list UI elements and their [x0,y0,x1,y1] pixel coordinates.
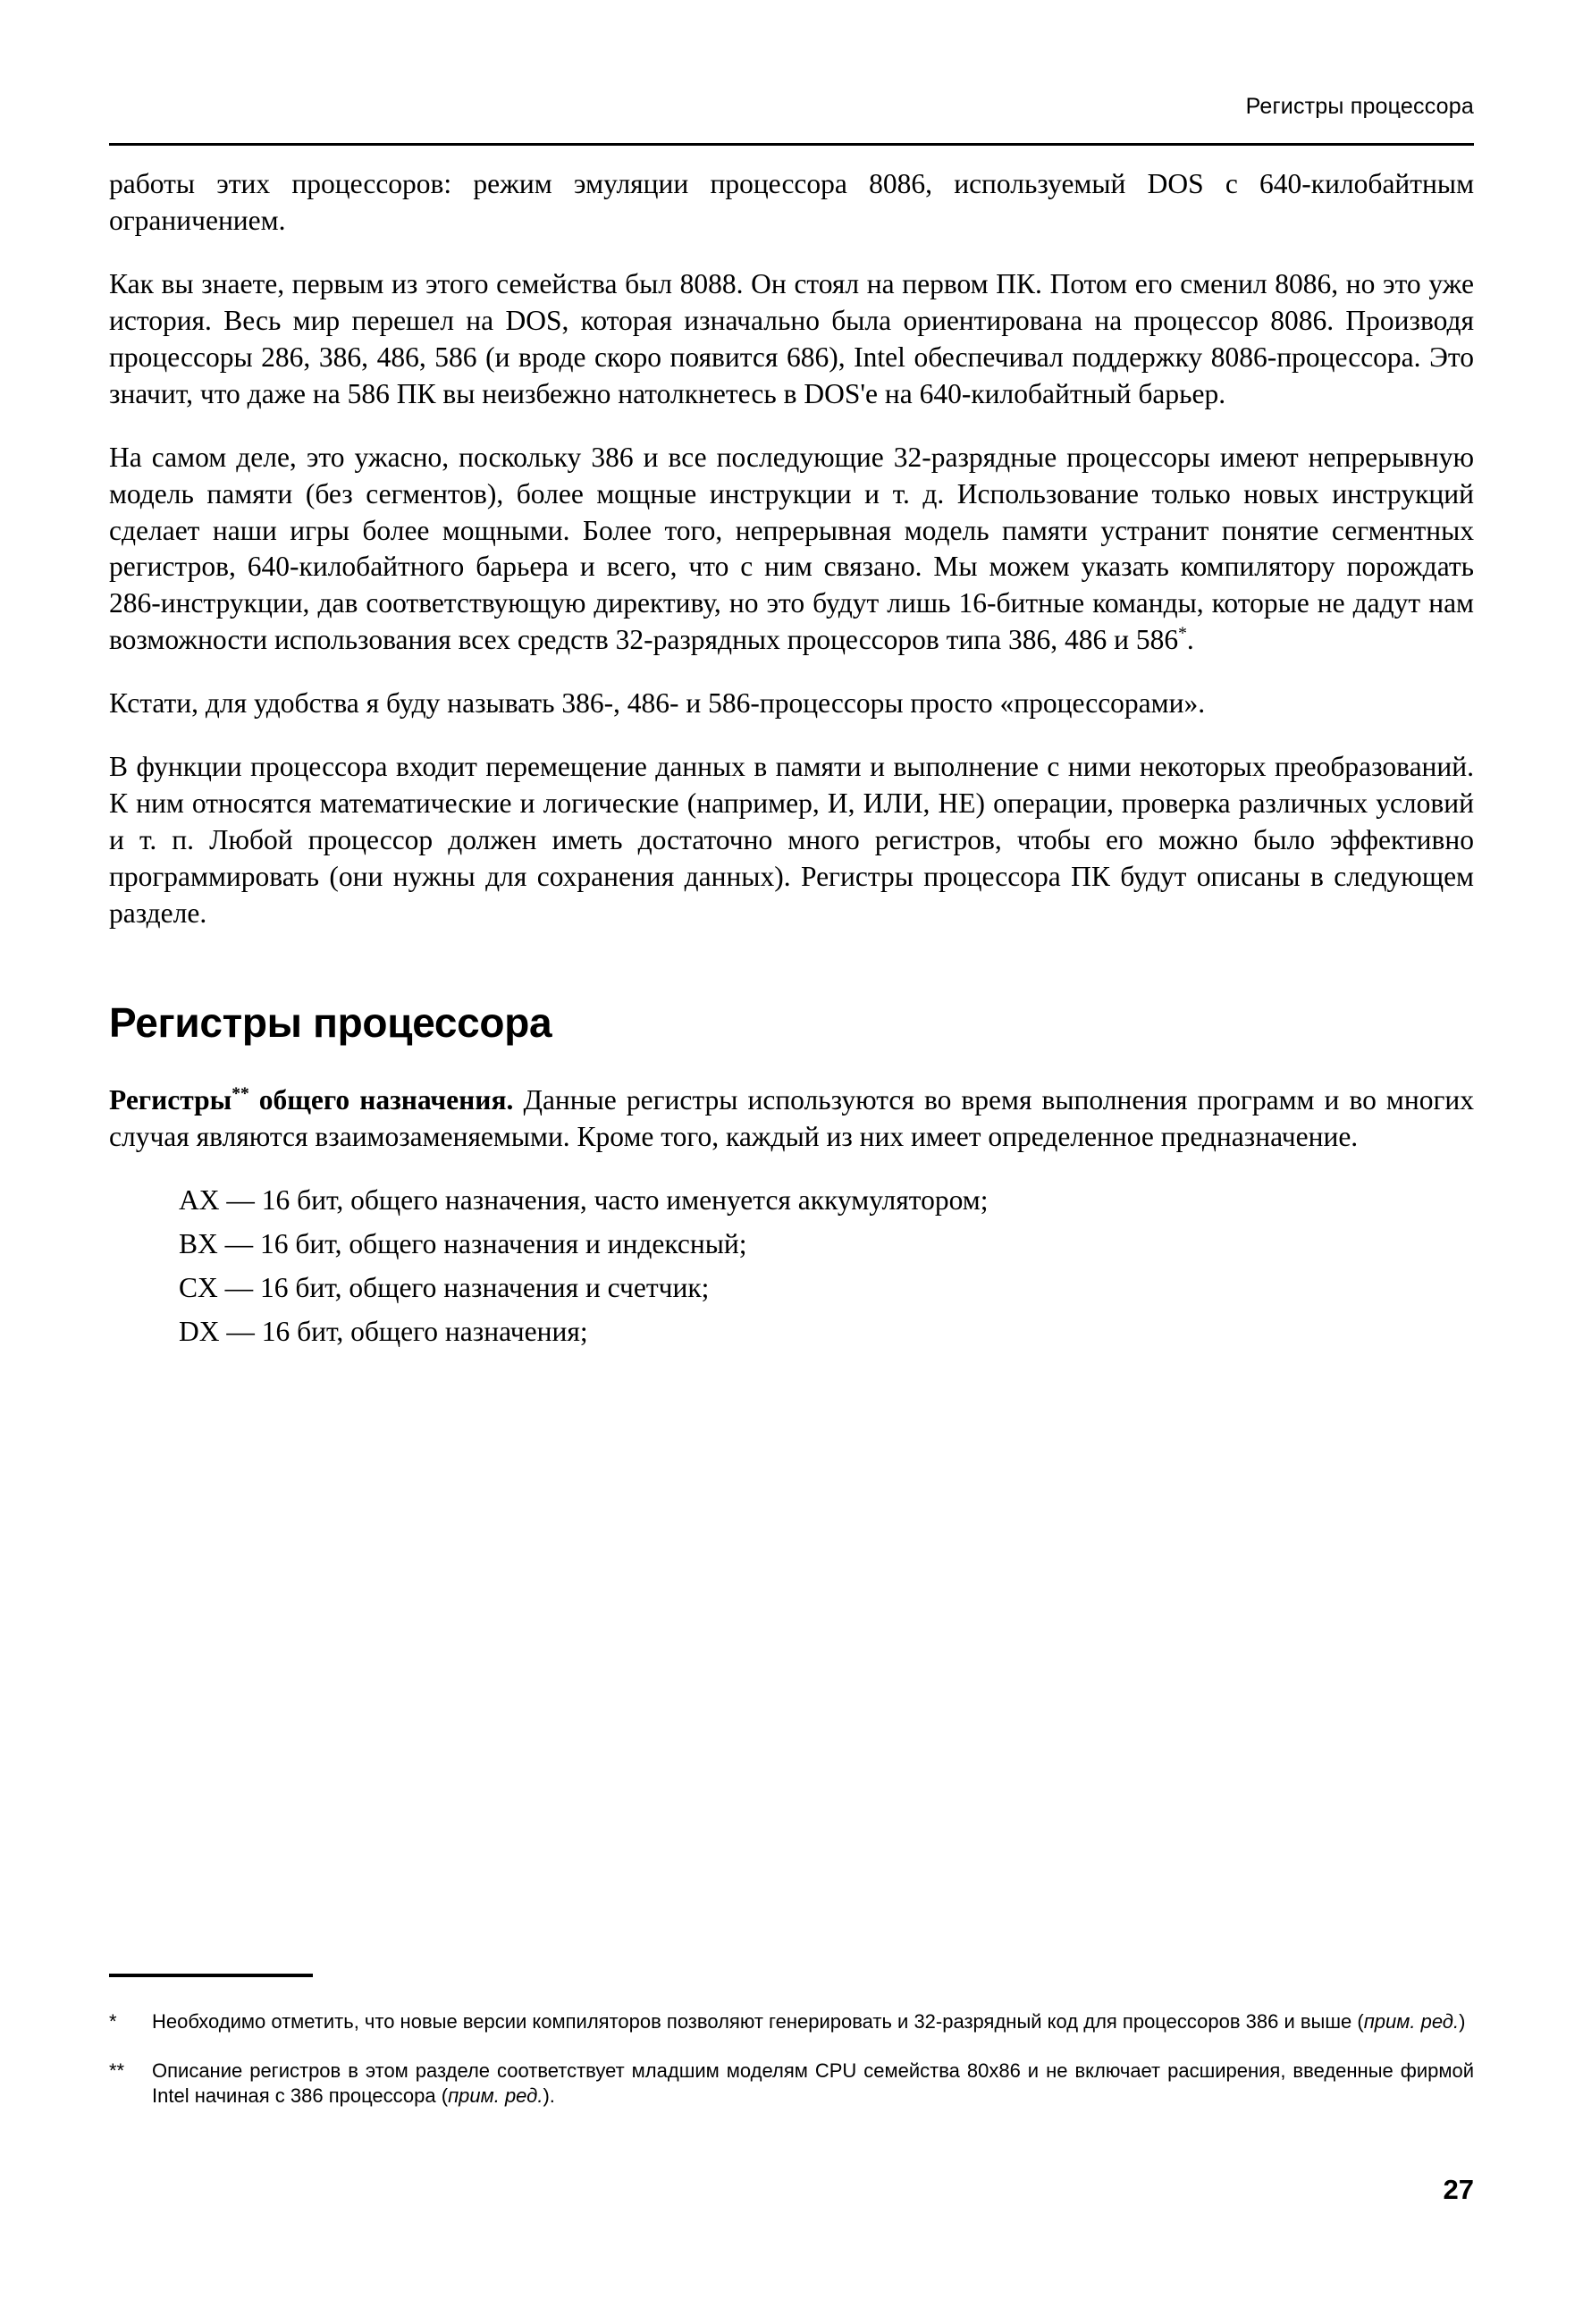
footnote-text [152,2059,1474,2109]
footnote-marker: * [109,2010,117,2033]
footnote-marker: ** [109,2059,125,2082]
footnote-text-main: Описание регистров в этом разделе соответствует младшим моделям CPU семейства 80х86 и не включает расширения, введенные фирмой Intel начиная с 386 процессора ( [152,2059,1474,2108]
section-heading: Регистры процессора [109,998,552,1046]
page-number: 27 [1443,2174,1474,2205]
lead-bold-rest: общего назначения. [248,1083,514,1116]
footnote-ref-1: * [1178,624,1187,644]
register-list [179,1183,1474,1351]
footnote-italic: прим. ред. [448,2084,543,2108]
paragraph-3-text: На самом деле, это ужасно, поскольку 386 и все последующие 32-разрядные процессоры имеют непрерывную модель памяти (без сегментов), более мощные инструкции и т. д. Использование только новых инструкций сделает наши игры более мощными. Более того, непрерывная модель памяти устранит понятие сегментных регистров, 640-килобайтного барьера и всего, что с ним связано. Мы можем указать компилятору порождать 286-инструкции, дав соответствующую директиву, но это будут лишь 16-битные команды, которые не дадут нам возможности использования всех средств 32-разрядных процессоров типа 386, 486 и 586 [109,441,1474,656]
list-item: AX — 16 бит, общего назначения, часто именуется аккумулятором; [179,1183,989,1216]
paragraph-3 [109,440,1474,660]
lead-text: Данные регистры используются во время выполнения программ и во многих случая являются взаимозаменяемыми. Кроме того, каждый из них имеет определенное предназначение. [109,1083,1474,1152]
list-item: BX — 16 бит, общего назначения и индексный; [179,1227,747,1259]
lead-bold-term: Регистры [109,1083,232,1116]
footnote-separator [109,1974,313,1977]
paragraph-2: Как вы знаете, первым из этого семейства был 8088. Он стоял на первом ПК. Потом его сменил 8086, но это уже история. Весь мир перешел на DOS, которая изначально была ориентирована на процессор 8086. Производя процессоры 286, 386, 486, 586 (и вроде скоро появится 686), Intel обеспечивал поддержку 8086-процессора. Это значит, что даже на 586 ПК вы неизбежно натолкнетесь в DOS'е на 640-килобайтный барьер. [109,267,1474,409]
paragraph-5: В функции процессора входит перемещение данных в памяти и выполнение с ними некоторых преобразований. К ним относятся математические и логические (например, И, ИЛИ, НЕ) операции, проверка различных условий и т. п. Любой процессор должен иметь достаточно много регистров, чтобы его можно было эффективно программировать (они нужны для сохранения данных). Регистры процессора ПК будут описаны в следующем разделе. [109,751,1474,929]
paragraph-6 [109,1082,1474,1156]
footnote-tail: ). [543,2084,555,2108]
header-rule [109,143,1474,146]
paragraph-4: Кстати, для удобства я буду называть 386-, 486- и 586-процессоры просто «процессорами». [109,687,1206,720]
page-content [109,166,1474,1358]
footnote-ref-2: ** [232,1084,249,1104]
footnote-text [152,2009,1474,2035]
footnote-italic: прим. ред. [1363,2010,1460,2033]
running-head: Регистры процессора [1245,94,1474,119]
footnote-2 [109,2059,1474,2109]
list-item: DX — 16 бит, общего назначения; [179,1315,588,1347]
list-item: CX — 16 бит, общего назначения и счетчик; [179,1271,710,1303]
paragraph-1: работы этих процессоров: режим эмуляции процессора 8086, используемый DOS с 640-килобайтным ограничением. [109,168,1474,236]
footnotes-block [109,2009,1474,2133]
paragraph-3-tail: . [1186,624,1194,656]
footnote-text-main: Необходимо отметить, что новые версии компиляторов позволяют генерировать и 32-разрядный код для процессоров 386 и выше ( [152,2010,1364,2033]
footnote-1 [109,2009,1474,2035]
footnote-tail: ) [1459,2010,1466,2033]
